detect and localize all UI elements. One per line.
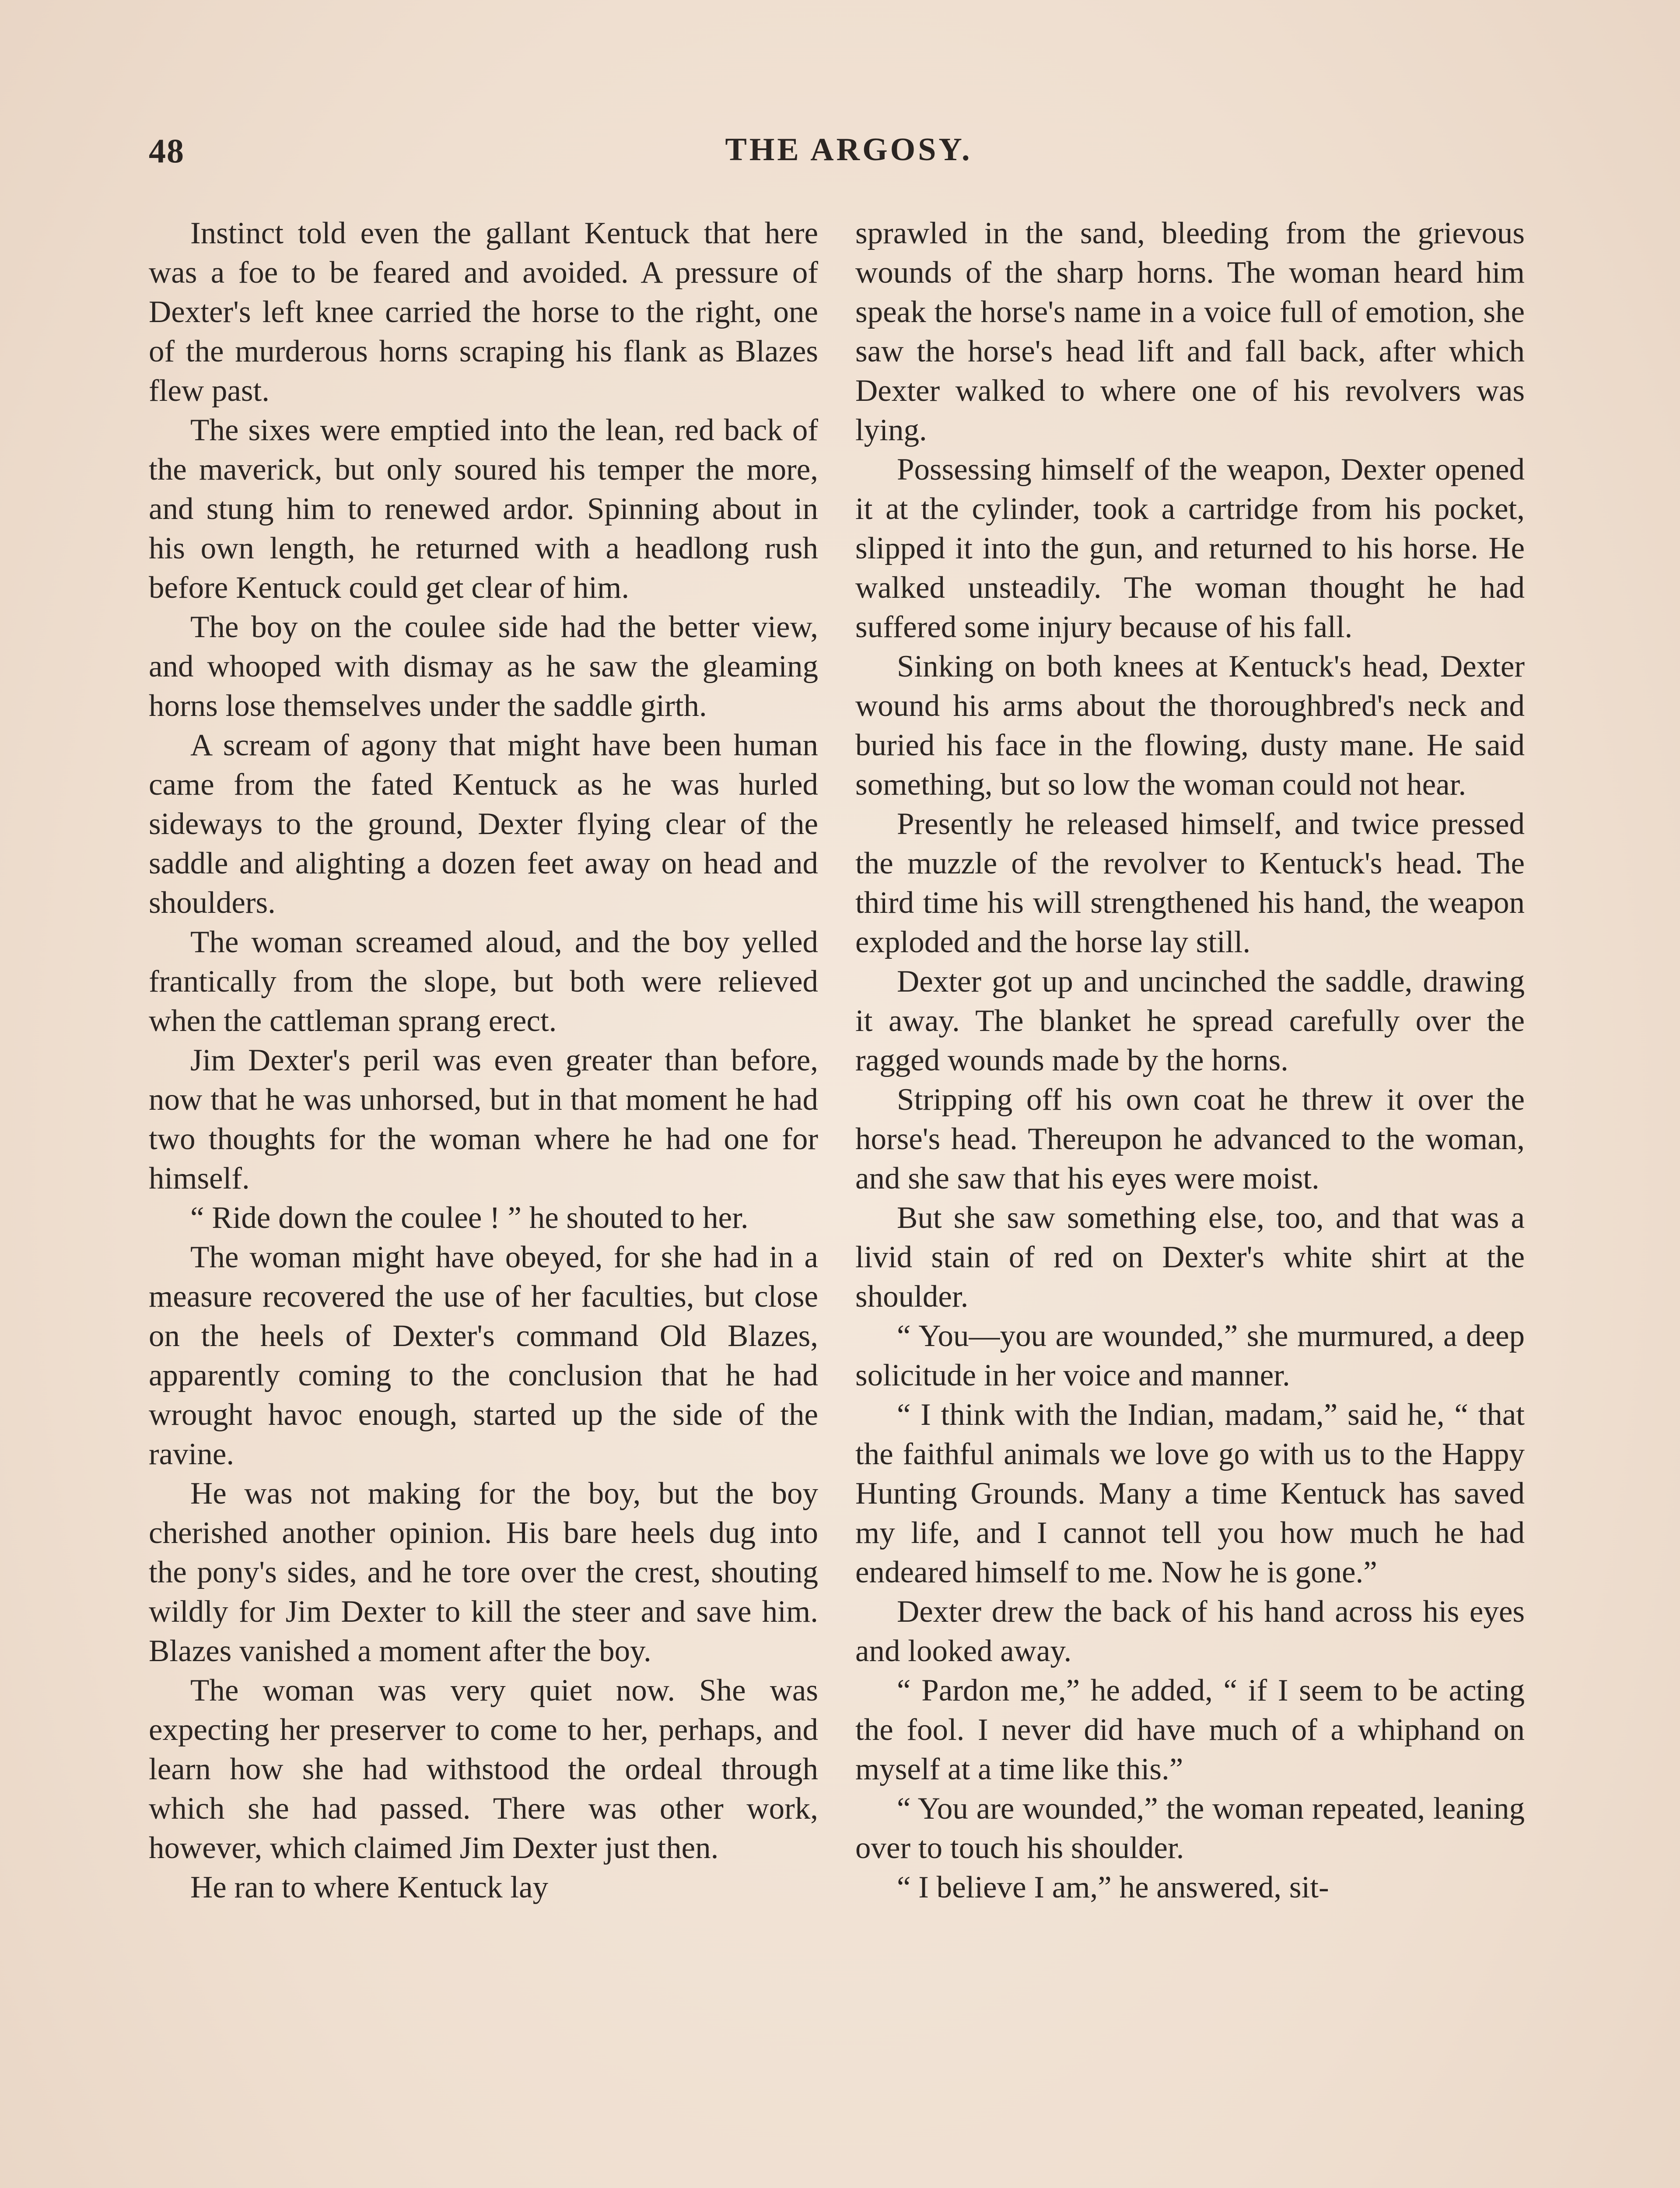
paragraph: Sinking on both knees at Kentuck's head, Dexter wound his arms about the thoroughbred's neck and buried his face in the flowing, dusty mane. He said something, but so low the woman could not hear. xyxy=(855,649,1525,802)
page-number: 48 xyxy=(149,132,185,170)
page-header xyxy=(149,131,1549,184)
paragraph: The sixes were emptied into the lean, red back of the maverick, but only soured his temper the more, and stung him to renewed ardor. Spinning about in his own length, he returned with a headlong rush before Kentuck could get clear of him. xyxy=(149,413,818,605)
running-title: THE ARGOSY. xyxy=(725,132,973,168)
paragraph: A scream of agony that might have been human came from the fated Kentuck as he was hurled sideways to the ground, Dexter flying clear of the saddle and alighting a dozen feet away on head and shoulders. xyxy=(149,728,818,920)
paragraph: “ I believe I am,” he answered, sit- xyxy=(897,1870,1329,1904)
paragraph: But she saw something else, too, and that was a livid stain of red on Dexter's white shirt at the shoulder. xyxy=(855,1201,1525,1314)
paragraph: Instinct told even the gallant Kentuck that here was a foe to be feared and avoided. A pressure of Dexter's left knee carried the horse to the right, one of the murderous horns scraping his flank as Blazes flew past. xyxy=(149,216,818,408)
paragraph: “ You—you are wounded,” she murmured, a deep solicitude in her voice and manner. xyxy=(855,1319,1525,1392)
paragraph: “ Pardon me,” he added, “ if I seem to be acting the fool. I never did have much of a whiphand on myself at a time like this.” xyxy=(855,1673,1525,1786)
paragraph: Jim Dexter's peril was even greater than before, now that he was unhorsed, but in that moment he had two thoughts for the woman where he had one for himself. xyxy=(149,1043,818,1196)
paragraph: Stripping off his own coat he threw it over the horse's head. Thereupon he advanced to the woman, and she saw that his eyes were moist. xyxy=(855,1083,1525,1196)
paragraph: The boy on the coulee side had the better view, and whooped with dismay as he saw the gleaming horns lose themselves under the saddle girth. xyxy=(149,610,818,723)
paragraph: The woman screamed aloud, and the boy yelled frantically from the slope, but both were relieved when the cattleman sprang erect. xyxy=(149,925,818,1038)
paragraph: Possessing himself of the weapon, Dexter opened it at the cylinder, took a cartridge from his pocket, slipped it into the gun, and returned to his horse. He walked unsteadily. The woman thought he had suffered some injury because of his fall. xyxy=(855,452,1525,644)
paragraph-continued: sprawled in the sand, bleeding from the grievous wounds of the sharp horns. The woman heard him speak the horse's name in a voice full of emotion, she saw the horse's head lift and fall back, after which Dexter walked to where one of his revolvers was lying. xyxy=(855,216,1525,447)
paragraph: “ You are wounded,” the woman repeated, leaning over to touch his shoulder. xyxy=(855,1792,1525,1865)
paragraph: He ran to where Kentuck lay xyxy=(190,1870,549,1904)
paragraph: “ Ride down the coulee ! ” he shouted to her. xyxy=(190,1201,749,1235)
paragraph: Presently he released himself, and twice pressed the muzzle of the revolver to Kentuck's head. The third time his will strengthened his hand, the weapon exploded and the horse lay still. xyxy=(855,807,1525,959)
right-column xyxy=(855,214,1525,2188)
paragraph: The woman might have obeyed, for she had in a measure recovered the use of her faculties, but close on the heels of Dexter's command Old Blazes, apparently coming to the conclusion that he had wrought havoc enough, started up the side of the ravine. xyxy=(149,1240,818,1471)
paragraph: “ I think with the Indian, madam,” said he, “ that the faithful animals we love go with us to the Happy Hunting Grounds. Many a time Kentuck has saved my life, and I cannot tell you how much he had endeared himself to me. Now he is gone.” xyxy=(855,1398,1525,1589)
paragraph: Dexter got up and uncinched the saddle, drawing it away. The blanket he spread carefully over the ragged wounds made by the horns. xyxy=(855,964,1525,1077)
paragraph: The woman was very quiet now. She was expecting her preserver to come to her, perhaps, and learn how she had withstood the ordeal through which she had passed. There was other work, however, which claimed Jim Dexter just then. xyxy=(149,1673,818,1865)
paragraph: Dexter drew the back of his hand across his eyes and looked away. xyxy=(855,1595,1525,1668)
paragraph: He was not making for the boy, but the boy cherished another opinion. His bare heels dug into the pony's sides, and he tore over the crest, shouting wildly for Jim Dexter to kill the steer and save him. Blazes vanished a moment after the boy. xyxy=(149,1476,818,1668)
left-column xyxy=(149,214,818,2188)
